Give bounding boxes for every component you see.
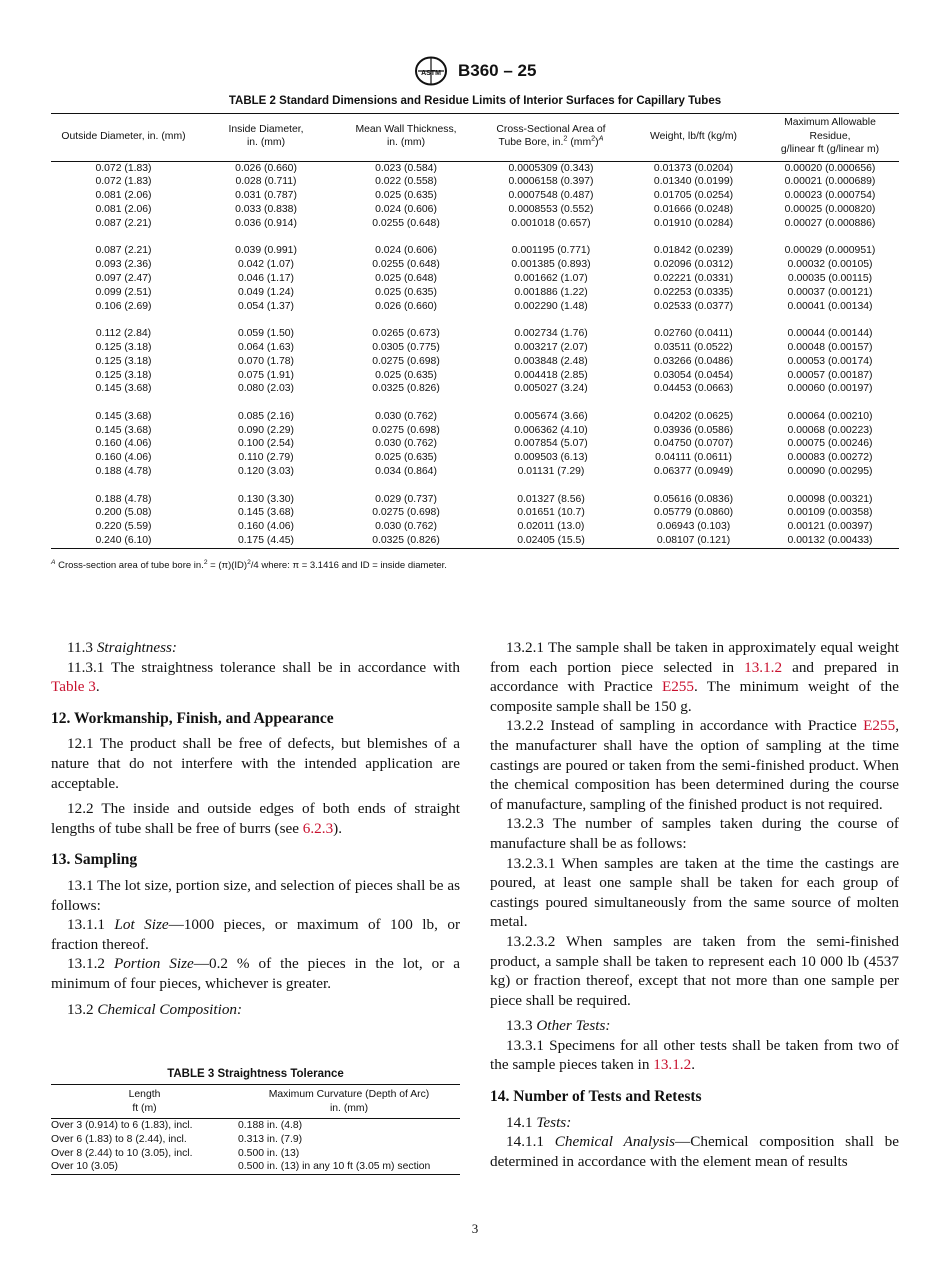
table-cell: 0.00020 (0.000656) [784, 162, 876, 174]
section-13-1-1: 13.1.1 Lot Size—1000 pieces, or maximum of 100 lb, or fraction thereof. [51, 916, 460, 953]
table3 [51, 1084, 460, 1175]
heading-14: 14. Number of Tests and Retests [490, 1088, 702, 1106]
table-cell: 0.00090 (0.00295) [787, 466, 873, 478]
table-row [51, 203, 899, 217]
astm-logo-icon [414, 56, 448, 86]
table-cell: 0.160 (4.06) [237, 521, 295, 533]
table2-header-row [51, 114, 899, 162]
table-cell: 0.125 (3.18) [95, 369, 152, 381]
table-cell: 0.04453 (0.0663) [653, 383, 734, 395]
table-cell: 0.003848 (2.48) [514, 355, 588, 367]
section-13-3-1: 13.3.1 Specimens for all other tests shall be taken from two of the sample pieces taken in 13.1.2. [490, 1036, 899, 1074]
table-row [51, 1119, 460, 1133]
table-cell: 0.0255 (0.648) [372, 259, 440, 271]
table-row [51, 410, 899, 424]
table-cell: 0.175 (4.45) [196, 534, 336, 548]
table-cell: 0.054 (1.37) [237, 300, 295, 312]
table-cell: 0.002734 (1.76) [514, 328, 588, 340]
table-cell: 0.072 (1.83) [95, 176, 152, 188]
table-cell: 0.026 (0.660) [375, 300, 437, 312]
table-cell: 0.090 (2.29) [237, 424, 295, 436]
table2-footnote: $^A$ Cross-section area of tube bore in.$^2$ = (π)(ID)$^2$/4 where: π = 3.1416 and ID = inside diameter. [51, 558, 447, 571]
col-max-curvature: Maximum Curvature (Depth of Arc) in. (mm) [238, 1085, 460, 1119]
table-cell: 0.039 (0.991) [235, 245, 297, 257]
table-cell: 0.00109 (0.00358) [787, 507, 873, 519]
section-13-2-3: 13.2.3 The number of samples taken during the course of manufacture shall be as follows: [490, 815, 899, 852]
table-cell: 0.02253 (0.0335) [653, 286, 734, 298]
table-cell: 0.064 (1.63) [237, 341, 295, 353]
table-cell: 0.028 (0.711) [235, 176, 297, 188]
table-cell: 0.080 (2.03) [237, 383, 295, 395]
table-cell: 0.145 (3.68) [237, 507, 295, 519]
table-cell: 0.00083 (0.00272) [787, 452, 873, 464]
table-cell: 0.03054 (0.0454) [653, 369, 734, 381]
table-cell: 0.030 (0.762) [375, 438, 437, 450]
table-cell: 0.0005309 (0.343) [508, 162, 594, 174]
table-cell: 0.05779 (0.0860) [653, 507, 734, 519]
table3-body [51, 1119, 460, 1175]
section-13-1-2: 13.1.2 Portion Size—0.2 % of the pieces in the lot, or a minimum of four pieces, whichever is greater. [51, 955, 461, 992]
table-row [51, 465, 899, 479]
table-cell: 0.070 (1.78) [237, 355, 295, 367]
table-cell: 0.093 (2.36) [95, 259, 152, 271]
table-row [51, 355, 899, 369]
table-cell: 0.188 in. (4.8) [238, 1120, 303, 1132]
table-cell: 0.112 (2.84) [95, 328, 152, 340]
table-cell: 0.03511 (0.0522) [654, 341, 733, 353]
table-cell: 0.04111 (0.0611) [655, 452, 732, 464]
table-cell: 0.024 (0.606) [375, 245, 437, 257]
table-cell: 0.026 (0.660) [235, 162, 297, 174]
table-cell: 0.049 (1.24) [237, 286, 295, 298]
table-cell: 0.125 (3.18) [95, 341, 152, 353]
section-13-2: 13.2 Chemical Composition: [67, 1000, 243, 1018]
table-cell: 0.01910 (0.0284) [653, 217, 734, 229]
table-cell: 0.007854 (5.07) [514, 438, 588, 450]
table-cell: 0.00098 (0.00321) [787, 493, 873, 505]
table-cell: 0.02096 (0.0312) [653, 259, 734, 271]
logo-text: ASTM [420, 70, 441, 77]
table-cell: 0.120 (3.03) [237, 466, 295, 478]
table-cell: 0.0325 (0.826) [336, 534, 476, 548]
col-weight: Weight, lb/ft (kg/m) [626, 114, 761, 162]
table-cell: 0.188 (4.78) [95, 493, 152, 505]
table-cell: 0.0255 (0.648) [372, 217, 440, 229]
table2 [51, 113, 899, 549]
table-cell: 0.087 (2.21) [95, 245, 152, 257]
table-spacer-row [51, 231, 899, 245]
ref-e255-link[interactable]: E255 [661, 678, 694, 696]
table-cell: 0.00032 (0.00105) [787, 259, 873, 271]
table-cell: 0.145 (3.68) [95, 410, 152, 422]
col-cross-sectional-area: Cross-Sectional Area of Tube Bore, in.$^2$ $(mm^2)^A$ [476, 114, 626, 162]
table-cell: 0.313 in. (7.9) [238, 1133, 303, 1145]
table-row [51, 382, 899, 396]
table-cell: 0.02011 (13.0) [517, 521, 585, 533]
table-row [51, 189, 899, 203]
table-cell: 0.00053 (0.00174) [787, 355, 873, 367]
table-cell: 0.0325 (0.826) [372, 383, 440, 395]
table-cell: 0.072 (1.83) [95, 162, 152, 174]
table-cell: 0.00044 (0.00144) [787, 328, 873, 340]
table-cell: 0.00023 (0.000754) [784, 190, 876, 202]
table-row [51, 437, 899, 451]
table-cell: 0.0008553 (0.552) [508, 203, 594, 215]
document-designation: B360 – 25 [458, 61, 537, 80]
ref-6-2-3-link[interactable]: 6.2.3 [302, 819, 334, 837]
section-11-3-1: 11.3.1 The straightness tolerance shall be in accordance with Table 3. [51, 658, 460, 696]
table-cell: 0.075 (1.91) [237, 369, 295, 381]
table-cell: 0.00121 (0.00397) [787, 521, 873, 533]
section-12-2: 12.2 The inside and outside edges of both ends of straight lengths of tube shall be free of burrs (see 6.2.3). [51, 800, 460, 837]
table-cell: 0.025 (0.635) [375, 452, 437, 464]
table-cell: 0.009503 (6.13) [514, 452, 588, 464]
table-cell: 0.04202 (0.0625) [653, 410, 734, 422]
right-column [490, 638, 899, 1171]
table-cell: 0.030 (0.762) [375, 521, 437, 533]
heading-12: 12. Workmanship, Finish, and Appearance [51, 709, 334, 727]
table-cell: 0.01842 (0.0239) [653, 245, 734, 257]
table-cell: 0.03936 (0.0586) [653, 424, 734, 436]
table-cell: 0.003217 (2.07) [514, 341, 588, 353]
table-cell: 0.025 (0.635) [375, 190, 437, 202]
table-cell: 0.03266 (0.0486) [653, 355, 734, 367]
table-cell: 0.085 (2.16) [237, 410, 295, 422]
table-cell: 0.01131 (7.29) [517, 466, 585, 478]
table-cell: 0.08107 (0.121) [626, 534, 761, 548]
table-cell: 0.099 (2.51) [95, 286, 152, 298]
table-cell: 0.081 (2.06) [95, 203, 152, 215]
table-cell: 0.0006158 (0.397) [508, 176, 594, 188]
table-cell: 0.001385 (0.893) [511, 259, 591, 271]
table-row [51, 300, 899, 314]
table-cell: 0.02760 (0.0411) [654, 328, 733, 340]
table-cell: 0.05616 (0.0836) [653, 493, 734, 505]
table-cell: 0.087 (2.21) [95, 217, 152, 229]
table-row [51, 341, 899, 355]
col-length: Length ft (m) [51, 1085, 238, 1119]
table-cell: 0.500 in. (13) [238, 1147, 300, 1159]
section-14-1-1: 14.1.1 Chemical Analysis—Chemical composition shall be determined in accordance with the element mean of results [490, 1133, 900, 1170]
table-row [51, 244, 899, 258]
table2-body [51, 161, 899, 548]
table-row [51, 506, 899, 520]
table-cell: 0.025 (0.635) [375, 286, 437, 298]
table-cell: 0.00068 (0.00223) [787, 424, 873, 436]
table-cell: 0.022 (0.558) [375, 176, 437, 188]
table3-block [51, 1068, 460, 1175]
table-cell: 0.024 (0.606) [375, 203, 437, 215]
ref-13-1-2-link[interactable]: 13.1.2 [744, 658, 783, 676]
table-row [51, 424, 899, 438]
table2-title: TABLE 2 Standard Dimensions and Residue Limits of Interior Surfaces for Capillary Tubes [228, 95, 722, 107]
table-cell: 0.02405 (15.5) [476, 534, 626, 548]
table-cell: 0.097 (2.47) [95, 272, 152, 284]
table-cell: 0.145 (3.68) [95, 424, 152, 436]
section-13-2-2: 13.2.2 Instead of sampling in accordance with Practice E255, the manufacturer shall have the option of sampling at the time castings are poured or taken from the semi-finished product. When the chemical composition has been determined during the course of manufacture, sampling of the finished product is not required. [490, 717, 899, 813]
table-cell: 0.02221 (0.0331) [653, 272, 734, 284]
table-cell: 0.029 (0.737) [375, 493, 437, 505]
table-cell: 0.110 (2.79) [238, 452, 294, 464]
table-spacer-row [51, 479, 899, 493]
table-cell: 0.00027 (0.000886) [784, 217, 876, 229]
col-inside-diameter: Inside Diameter, in. (mm) [196, 114, 336, 162]
table-cell: 0.030 (0.762) [375, 410, 437, 422]
table-cell: 0.006362 (4.10) [514, 424, 588, 436]
table-cell: 0.031 (0.787) [235, 190, 297, 202]
table-cell: 0.01651 (10.7) [517, 507, 585, 519]
table-row [51, 161, 899, 175]
table-cell: 0.025 (0.635) [375, 369, 437, 381]
section-13-3: 13.3 Other Tests: [506, 1017, 611, 1035]
table3-title: TABLE 3 Straightness Tolerance [167, 1068, 344, 1080]
table-cell: 0.500 in. (13) in any 10 ft (3.05 m) section [238, 1160, 460, 1174]
table-cell: 0.001662 (1.07) [514, 272, 588, 284]
table-cell: 0.001195 (0.771) [511, 245, 591, 257]
table-cell: 0.160 (4.06) [95, 452, 152, 464]
table-cell: 0.00025 (0.000820) [784, 203, 876, 215]
table-cell: 0.01705 (0.0254) [653, 190, 734, 202]
table-cell: 0.100 (2.54) [237, 438, 295, 450]
table-cell: 0.0275 (0.698) [372, 424, 440, 436]
table-row [51, 175, 899, 189]
table-cell: 0.06377 (0.0949) [653, 466, 734, 478]
col-outside-diameter: Outside Diameter, in. (mm) [51, 114, 196, 162]
section-14-1: 14.1 Tests: [506, 1113, 572, 1131]
table-cell: 0.001018 (0.657) [511, 217, 591, 229]
table-row [51, 217, 899, 231]
table-spacer-row [51, 313, 899, 327]
table-cell: 0.025 (0.648) [375, 272, 437, 284]
table-cell: 0.004418 (2.85) [514, 369, 588, 381]
table-cell: 0.081 (2.06) [95, 190, 152, 202]
table-spacer-row [51, 396, 899, 410]
table-cell: 0.188 (4.78) [95, 466, 152, 478]
table-row [51, 1133, 460, 1147]
table-cell: 0.240 (6.10) [51, 534, 196, 548]
table-cell: 0.106 (2.69) [95, 300, 152, 312]
table-cell: 0.0007548 (0.487) [508, 190, 594, 202]
table-cell: 0.00021 (0.000689) [784, 176, 876, 188]
table-cell: 0.0305 (0.775) [372, 341, 440, 353]
table-cell: 0.034 (0.864) [375, 466, 437, 478]
table-cell: 0.023 (0.584) [375, 162, 437, 174]
table-cell: 0.01373 (0.0204) [653, 162, 734, 174]
table-cell: 0.00037 (0.00121) [787, 286, 873, 298]
table-cell: 0.005027 (3.24) [514, 383, 588, 395]
table-cell: 0.001886 (1.22) [514, 286, 588, 298]
table-cell: 0.125 (3.18) [95, 355, 152, 367]
table-cell: Over 8 (2.44) to 10 (3.05), incl. [51, 1147, 193, 1159]
ref-e255-link-2[interactable]: E255 [863, 717, 896, 735]
table-cell: 0.046 (1.17) [237, 272, 295, 284]
table-cell: 0.059 (1.50) [237, 328, 295, 340]
table-cell: 0.00041 (0.00134) [787, 300, 873, 312]
table-cell: 0.01666 (0.0248) [653, 203, 734, 215]
table-cell: 0.00064 (0.00210) [787, 410, 873, 422]
table-cell: 0.00057 (0.00187) [787, 369, 873, 381]
table-cell: 0.005674 (3.66) [514, 410, 588, 422]
table-cell: 0.04750 (0.0707) [653, 438, 734, 450]
section-13-2-3-1: 13.2.3.1 When samples are taken at the time the castings are poured, at least one sample shall be taken for each group of castings poured simultaneously from the same source of molten metal. [490, 854, 899, 931]
table-row [51, 451, 899, 465]
table-cell: 0.0275 (0.698) [372, 507, 440, 519]
section-11-3: 11.3 Straightness: [67, 639, 177, 656]
table-cell: 0.130 (3.30) [237, 493, 295, 505]
table-cell: Over 10 (3.05) [51, 1160, 238, 1174]
table-cell: 0.0265 (0.673) [372, 328, 440, 340]
heading-13: 13. Sampling [51, 851, 138, 869]
table-cell: 0.01340 (0.0199) [653, 176, 734, 188]
table-cell: 0.145 (3.68) [95, 383, 152, 395]
table-cell: 0.002290 (1.48) [514, 300, 588, 312]
table3-header-row [51, 1085, 460, 1119]
table-cell: 0.036 (0.914) [235, 217, 297, 229]
table-cell: 0.02533 (0.0377) [653, 300, 734, 312]
table-cell: 0.00029 (0.000951) [784, 245, 876, 257]
section-13-2-1: 13.2.1 The sample shall be taken in approximately equal weight from each portion piece selected in 13.1.2 and prepared in accordance with Practice E255. The minimum weight of the composite sample shall be 150 g. [490, 639, 899, 715]
table-cell: 0.033 (0.838) [235, 203, 297, 215]
col-wall-thickness: Mean Wall Thickness, in. (mm) [336, 114, 476, 162]
table-row [51, 534, 899, 548]
table-row [51, 1147, 460, 1161]
table-cell: 0.06943 (0.103) [656, 521, 731, 533]
table-row [51, 258, 899, 272]
table-cell: 0.00075 (0.00246) [787, 438, 873, 450]
table-cell: 0.01327 (8.56) [517, 493, 585, 505]
page-header [0, 56, 950, 86]
table-cell: 0.042 (1.07) [237, 259, 295, 271]
table-row [51, 493, 899, 507]
table-row [51, 1160, 460, 1174]
col-max-residue: Maximum Allowable Residue, g/linear ft (g/linear m) [761, 114, 899, 162]
table-cell: 0.220 (5.59) [95, 521, 152, 533]
table-row [51, 272, 899, 286]
table-cell: Over 6 (1.83) to 8 (2.44), incl. [51, 1133, 187, 1145]
table-cell: 0.0275 (0.698) [372, 355, 440, 367]
left-column [51, 638, 460, 1019]
table-cell: 0.160 (4.06) [95, 438, 152, 450]
section-13-2-3-2: 13.2.3.2 When samples are taken from the semi-finished product, a sample shall be taken to represent each 10 000 lb (4537 kg) or fraction thereof, except that not more than one sample per piece shall be required. [490, 932, 899, 1009]
table-cell: 0.00132 (0.00433) [761, 534, 899, 548]
table-row [51, 520, 899, 534]
table3-link[interactable]: Table 3 [51, 678, 96, 696]
table-cell: 0.00048 (0.00157) [787, 341, 873, 353]
table-cell: 0.00035 (0.00115) [787, 272, 873, 284]
section-12-1: 12.1 The product shall be free of defects, but blemishes of a nature that do not interfere with the intended application are acceptable. [51, 735, 460, 792]
table-row [51, 327, 899, 341]
ref-13-1-2-link-2[interactable]: 13.1.2 [653, 1056, 692, 1074]
table-cell: Over 3 (0.914) to 6 (1.83), incl. [51, 1120, 193, 1132]
table-cell: 0.00060 (0.00197) [787, 383, 873, 395]
section-13-1: 13.1 The lot size, portion size, and selection of pieces shall be as follows: [51, 876, 460, 914]
page-number: 3 [471, 1221, 479, 1236]
table-row [51, 369, 899, 383]
table-cell: 0.200 (5.08) [95, 507, 152, 519]
table-row [51, 286, 899, 300]
